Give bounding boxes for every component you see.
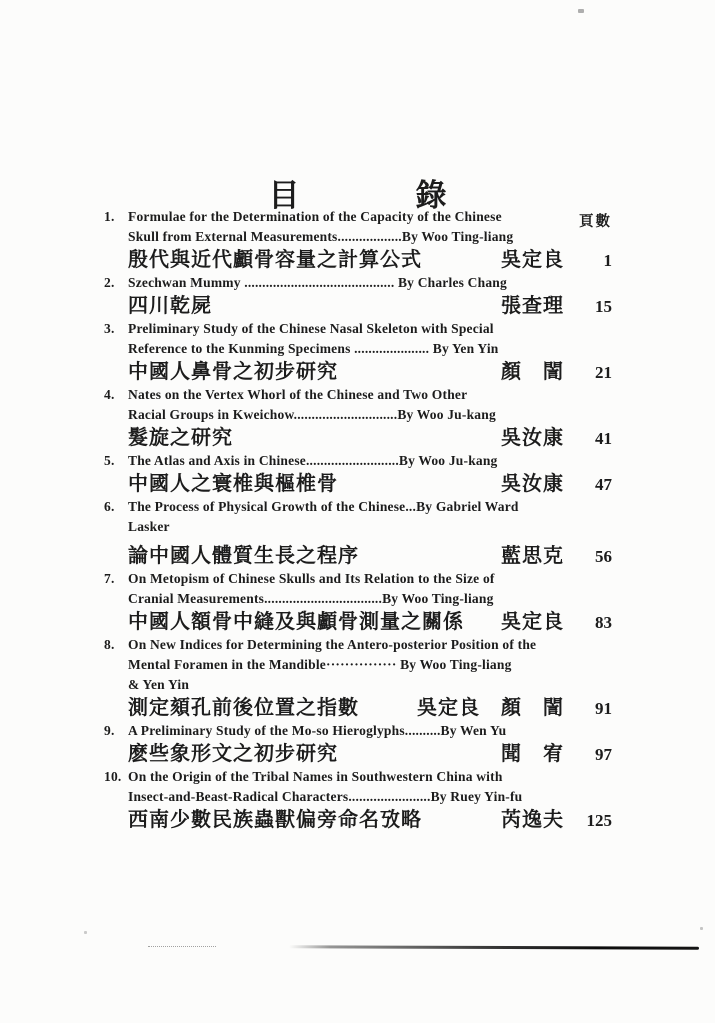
entry-zh-row — [104, 360, 612, 385]
entry-number: 9. — [104, 723, 115, 738]
entry-title-en-line — [104, 273, 612, 293]
scan-artifact-line — [148, 946, 216, 947]
toc-list — [104, 207, 612, 833]
toc-entry — [104, 767, 612, 833]
entry-title-zh: 論中國人體質生長之程序 — [128, 545, 359, 567]
entry-title-zh: 中國人鼻骨之初步研究 — [128, 361, 338, 383]
scan-speck — [700, 927, 703, 930]
entry-zh-row — [104, 696, 612, 721]
toc-entry — [104, 451, 612, 497]
entry-title-en-text: On New Indices for Determining the Antero-posterior Position of the — [128, 637, 537, 652]
entry-title-zh: 麽些象形文之初步研究 — [128, 743, 338, 765]
entry-zh-row — [104, 248, 612, 273]
entry-title-en-line — [104, 497, 612, 517]
toc-entry — [104, 319, 612, 385]
entry-number: 7. — [104, 571, 115, 586]
entry-title-en-text: The Atlas and Axis in Chinese..........................By Woo Ju-kang — [128, 453, 498, 468]
entry-title-en-line — [104, 319, 612, 339]
entry-title-zh: 髮旋之研究 — [128, 427, 233, 449]
entry-zh-row — [104, 472, 612, 497]
entry-title-en-line — [104, 207, 612, 227]
entry-authors: 吳汝康 — [501, 473, 564, 495]
entry-title-en-line: Mental Foramen in the Mandible··············· By Woo Ting-liang — [128, 657, 512, 672]
entry-number: 4. — [104, 387, 115, 402]
page-number-column-header: 頁數 — [579, 214, 612, 230]
entry-number: 5. — [104, 453, 115, 468]
entry-page-number: 125 — [586, 811, 612, 830]
toc-entry — [104, 207, 612, 273]
entry-title-en-line: Cranial Measurements.................................By Woo Ting-liang — [128, 591, 494, 606]
entry-title-en-line: Skull from External Measurements..................By Woo Ting-liang — [128, 229, 514, 244]
toc-entries — [104, 207, 612, 833]
toc-entry — [104, 497, 612, 569]
scan-speck — [84, 931, 87, 934]
scan-speck — [578, 9, 584, 13]
entry-number: 6. — [104, 499, 115, 514]
entry-title-en-line — [104, 767, 612, 787]
entry-authors: 吳定良 — [501, 611, 564, 633]
entry-authors: 吳汝康 — [501, 427, 564, 449]
entry-title-en-text: Formulae for the Determination of the Capacity of the Chinese — [128, 209, 502, 224]
entry-title-en-text: Szechwan Mummy .......................................... By Charles Chang — [128, 275, 507, 290]
entry-title-en-text: A Preliminary Study of the Mo-so Hieroglyphs..........By Wen Yu — [128, 723, 507, 738]
entry-authors: 芮逸夫 — [501, 809, 564, 831]
toc-entry — [104, 385, 612, 451]
entry-page-number: 41 — [595, 429, 612, 448]
entry-title-zh: 四川乾屍 — [128, 295, 212, 317]
entry-title-zh: 中國人之寰椎與樞椎骨 — [128, 473, 338, 495]
entry-title-zh: 殷代與近代顱骨容量之計算公式 — [128, 249, 422, 271]
entry-page-number: 97 — [595, 745, 612, 764]
entry-title-zh: 測定頦孔前後位置之指數 — [128, 697, 359, 719]
entry-title-en-text: Preliminary Study of the Chinese Nasal Skeleton with Special — [128, 321, 494, 336]
entry-title-zh: 中國人額骨中縫及與顱骨測量之關係 — [128, 611, 464, 633]
toc-entry — [104, 273, 612, 319]
entry-page-number: 91 — [595, 699, 612, 718]
entry-page-number: 15 — [595, 297, 612, 316]
entry-zh-row — [104, 294, 612, 319]
entry-title-en-line: Racial Groups in Kweichow.............................By Woo Ju-kang — [128, 407, 496, 422]
entry-title-en-text: The Process of Physical Growth of the Chinese...By Gabriel Ward — [128, 499, 519, 514]
entry-number: 2. — [104, 275, 115, 290]
entry-page-number: 1 — [603, 251, 612, 270]
entry-title-en-line — [104, 721, 612, 741]
entry-title-en-text: On Metopism of Chinese Skulls and Its Relation to the Size of — [128, 571, 495, 586]
entry-zh-row — [104, 426, 612, 451]
toc-entry — [104, 569, 612, 635]
entry-page-number: 83 — [595, 613, 612, 632]
entry-authors: 藍思克 — [501, 545, 564, 567]
entry-title-zh: 西南少數民族蟲獸偏旁命名攷略 — [128, 809, 422, 831]
title-char-right: 錄 — [415, 177, 447, 213]
entry-number: 8. — [104, 637, 115, 652]
entry-title-en-line — [104, 635, 612, 655]
title-char-left: 目 — [268, 177, 300, 213]
entry-page-number: 21 — [595, 363, 612, 382]
scan-artifact-line — [289, 945, 699, 949]
entry-authors: 聞 宥 — [501, 743, 564, 765]
entry-title-en-text: Nates on the Vertex Whorl of the Chinese and Two Other — [128, 387, 468, 402]
entry-zh-row — [104, 544, 612, 569]
entry-title-en-line: Insect-and-Beast-Radical Characters.......................By Ruey Yin-fu — [128, 789, 523, 804]
entry-title-en-line: Lasker — [128, 519, 170, 534]
entry-number: 10. — [104, 769, 122, 784]
entry-zh-row — [104, 610, 612, 635]
entry-authors: 顏 誾 — [501, 361, 564, 383]
entry-title-en-line — [104, 451, 612, 471]
entry-page-number: 47 — [595, 475, 612, 494]
entry-number: 3. — [104, 321, 115, 336]
entry-authors: 吳定良 — [501, 249, 564, 271]
entry-title-en-text: On the Origin of the Tribal Names in Southwestern China with — [128, 769, 503, 784]
entry-page-number: 56 — [595, 547, 612, 566]
entry-title-en-line: & Yen Yin — [128, 677, 190, 692]
entry-authors: 張查理 — [501, 295, 564, 317]
entry-authors: 吳定良 顏 誾 — [417, 697, 564, 719]
entry-title-en-line — [104, 385, 612, 405]
entry-zh-row — [104, 808, 612, 833]
entry-title-en-line: Reference to the Kunming Specimens ..................... By Yen Yin — [128, 341, 499, 356]
entry-title-en-line — [104, 569, 612, 589]
entry-zh-row — [104, 742, 612, 767]
entry-number: 1. — [104, 209, 115, 224]
toc-entry — [104, 721, 612, 767]
toc-entry — [104, 635, 612, 721]
